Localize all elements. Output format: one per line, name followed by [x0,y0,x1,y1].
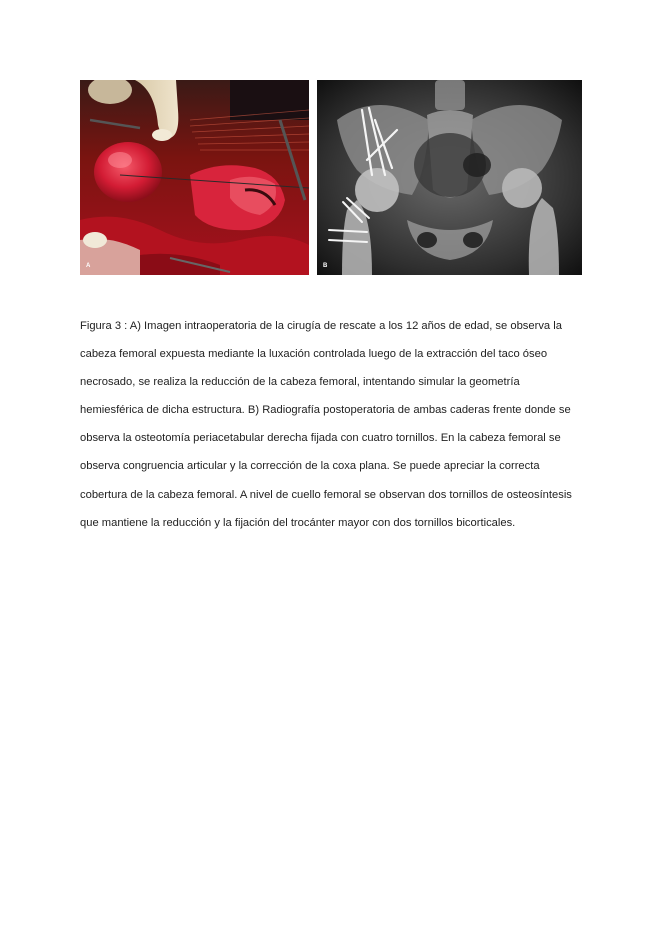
figure-caption [80,312,585,537]
figure-3 [80,80,582,275]
pelvis-xray-icon [317,80,582,275]
panel-a-intraoperative-photo [80,80,309,275]
panel-b-label: B [323,263,328,269]
intraoperative-photo-icon [80,80,309,275]
caption-text: Figura 3 : A) Imagen intraoperatoria de la cirugía de rescate a los 12 años de edad, se observa la cabeza femoral expuesta mediante la luxación controlada luego de la extracción del taco óseo necrosado, se realiza la reducción de la cabeza femoral, intentando simular la geometría hemiesférica de dicha estructura. B) Radiografía postoperatoria de ambas caderas frente donde se observa la osteotomía periacetabular derecha fijada con cuatro tornillos. En la cabeza femoral se observa congruencia articular y la corrección de la coxa plana. Se puede apreciar la correcta cobertura de la cabeza femoral. A nivel de cuello femoral se observan dos tornillos de osteosíntesis que mantiene la reducción y la fijación del trocánter mayor con dos tornillos bicorticales. [80,320,572,529]
panel-b-xray [317,80,582,275]
panel-a-label: A [86,263,91,269]
